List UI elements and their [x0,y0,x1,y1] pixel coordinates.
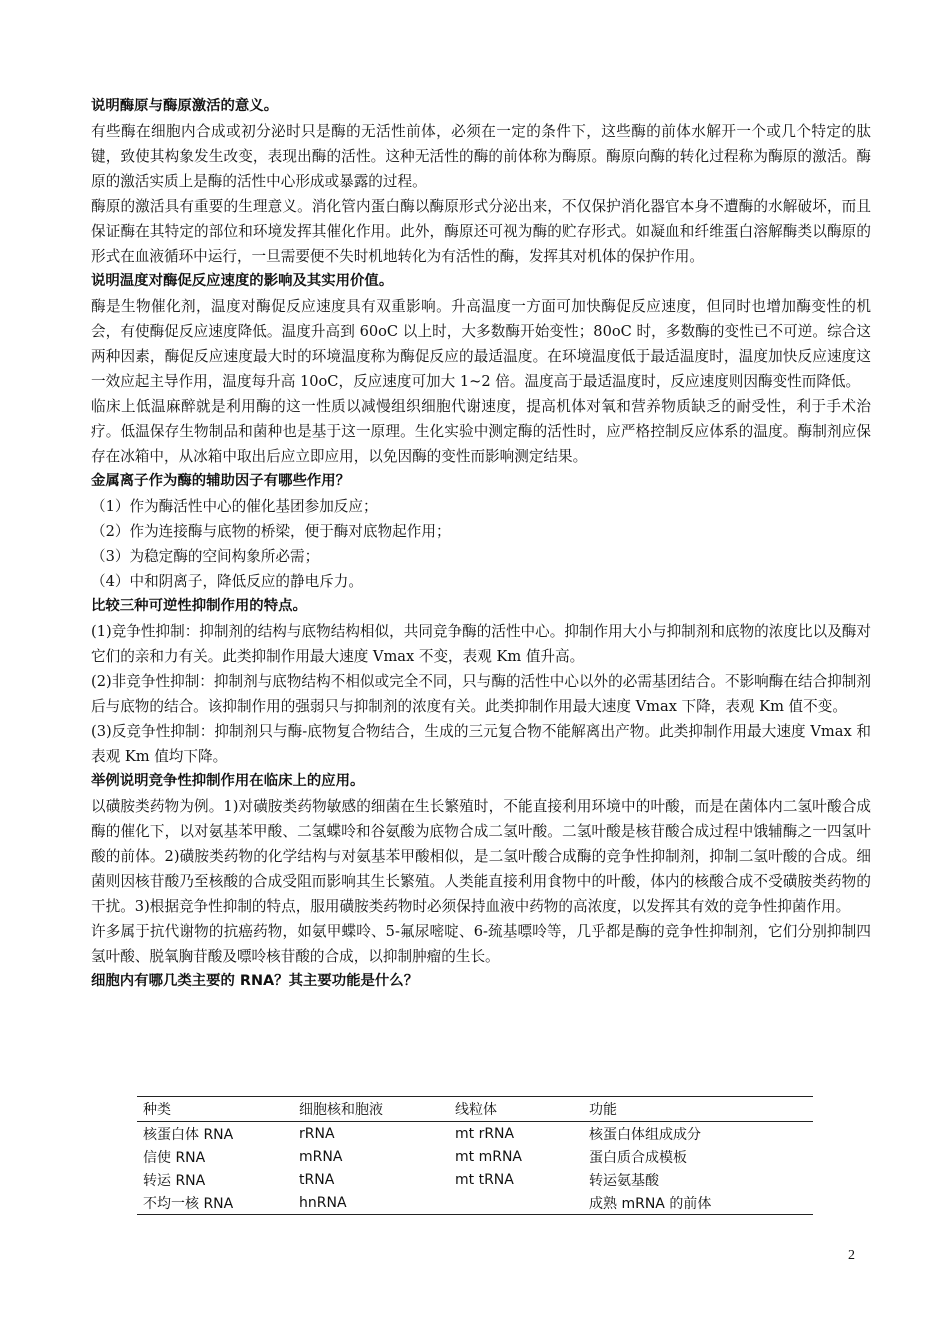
table-row [137,1191,813,1215]
table-row [137,1168,813,1191]
table-cell: 核蛋白体 RNA [143,1126,234,1143]
table-row [137,1122,813,1146]
table-cell: mt tRNA [455,1171,514,1188]
table-cell: 转运 RNA [143,1172,206,1189]
table-header-row [137,1097,813,1122]
paragraph: 酶是生物催化剂，温度对酶促反应速度具有双重影响。升高温度一方面可加快酶促反应速度，但同时也增加酶变性的机会，有使酶促反应速度降低。温度升高到 60oC 以上时，大多数酶开始变性；80oC 时，多数酶的变性已不可逆。综合这两种因素，酶促反应速度最大时的环境温度称为酶促反应的最适温度。在环境温度低于最适温度时，温度加快反应速度这一效应起主导作用，温度每升高 10oC，反应速度可加大 1~2 倍。温度高于最适温度时，反应速度则因酶变性而降低。 [91,298,871,390]
table-cell: 不均一核 RNA [137,1191,293,1215]
table-cell: mRNA [299,1148,343,1165]
table-cell: mt rRNA [455,1125,515,1142]
table-cell: hnRNA [293,1191,449,1215]
section-heading: 说明温度对酶促反应速度的影响及其实用价值。 [91,273,394,289]
table-cell: tRNA [299,1171,335,1188]
rna-table [137,1096,813,1215]
column-header: 线粒体 [449,1097,583,1122]
table-cell: 成熟 mRNA 的前体 [583,1191,813,1215]
section-heading: 金属离子作为酶的辅助因子有哪些作用？ [91,473,351,489]
paragraph: 以磺胺类药物为例。1)对磺胺类药物敏感的细菌在生长繁殖时，不能直接利用环境中的叶酸，而是在菌体内二氢叶酸合成酶的催化下，以对氨基苯甲酸、二氢蝶呤和谷氨酸为底物合成二氢叶酸。二氢叶酸是核苷酸合成过程中饿辅酶之一四氢叶酸的前体。2)磺胺类药物的化学结构与对氨基苯甲酸相似，是二氢叶酸合成酶的竞争性抑制剂，抑制二氢叶酸的合成。细菌则因核苷酸乃至核酸的合成受阻而影响其生长繁殖。人类能直接利用食物中的叶酸，体内的核酸合成不受磺胺类药物的干扰。3)根据竞争性抑制的特点，服用磺胺类药物时必须保持血液中药物的高浓度，以发挥其有效的竞争性抑菌作用。 [91,798,871,915]
section-heading: 说明酶原与酶原激活的意义。 [91,98,279,114]
paragraph: 有些酶在细胞内合成或初分泌时只是酶的无活性前体，必须在一定的条件下，这些酶的前体水解开一个或几个特定的肽键，致使其构象发生改变，表现出酶的活性。这种无活性的酶的前体称为酶原。酶原向酶的转化过程称为酶原的激活。酶原的激活实质上是酶的活性中心形成或暴露的过程。 [91,123,871,190]
table-cell: mt mRNA [455,1148,522,1165]
table-row [137,1145,813,1168]
list-item: （3）为稳定酶的空间构象所必需； [91,548,320,565]
paragraph: (2)非竞争性抑制：抑制剂与底物结构不相似或完全不同，只与酶的活性中心以外的必需基团结合。不影响酶在结合抑制剂后与底物的结合。该抑制作用的强弱只与抑制剂的浓度有关。此类抑制作用最大速度 Vmax 下降，表观 Km 值不变。 [91,673,871,715]
section-heading: 举例说明竞争性抑制作用在临床上的应用。 [91,773,365,789]
table-cell: 信使 RNA [143,1149,206,1166]
list-item: （2）作为连接酶与底物的桥梁，便于酶对底物起作用； [91,523,451,540]
paragraph: 临床上低温麻醉就是利用酶的这一性质以减慢组织细胞代谢速度，提高机体对氧和营养物质缺乏的耐受性，利于手术治疗。低温保存生物制品和菌种也是基于这一原理。生化实验中测定酶的活性时，应严格控制反应体系的温度。酶制剂应保存在冰箱中，从冰箱中取出后应立即应用，以免因酶的变性而影响测定结果。 [91,398,871,465]
column-header: 种类 [137,1097,293,1122]
page-number: 2 [848,1248,855,1263]
paragraph: (1)竞争性抑制：抑制剂的结构与底物结构相似，共同竞争酶的活性中心。抑制作用大小与抑制剂和底物的浓度比以及酶对它们的亲和力有关。此类抑制作用最大速度 Vmax 不变，表观 Km 值升高。 [91,623,871,665]
document-body [91,94,871,994]
column-header: 细胞核和胞液 [293,1097,449,1122]
list-item: （4）中和阴离子，降低反应的静电斥力。 [91,573,363,590]
table-cell: 蛋白质合成模板 [589,1149,687,1166]
paragraph: (3)反竞争性抑制：抑制剂只与酶-底物复合物结合，生成的三元复合物不能解离出产物。此类抑制作用最大速度 Vmax 和表观 Km 值均下降。 [91,723,871,765]
paragraph: 许多属于抗代谢物的抗癌药物，如氨甲蝶呤、5-氟尿嘧啶、6-巯基嘌呤等，几乎都是酶的竞争性抑制剂，它们分别抑制四氢叶酸、脱氧胸苷酸及嘌呤核苷酸的合成，以抑制肿瘤的生长。 [91,923,871,965]
table-cell: 核蛋白体组成成分 [589,1126,701,1143]
section-heading: 细胞内有哪几类主要的 RNA？其主要功能是什么？ [91,973,419,989]
table-cell: 转运氨基酸 [589,1172,659,1189]
section-heading: 比较三种可逆性抑制作用的特点。 [91,598,307,614]
column-header: 功能 [583,1097,813,1122]
paragraph: 酶原的激活具有重要的生理意义。消化管内蛋白酶以酶原形式分泌出来，不仅保护消化器官本身不遭酶的水解破坏，而且保证酶在其特定的部位和环境发挥其催化作用。此外，酶原还可视为酶的贮存形式。如凝血和纤维蛋白溶解酶类以酶原的形式在血液循环中运行，一旦需要便不失时机地转化为有活性的酶，发挥其对机体的保护作用。 [91,198,871,265]
list-item: （1）作为酶活性中心的催化基团参加反应； [91,498,378,515]
table-cell [449,1191,583,1215]
table-cell: rRNA [299,1125,335,1142]
